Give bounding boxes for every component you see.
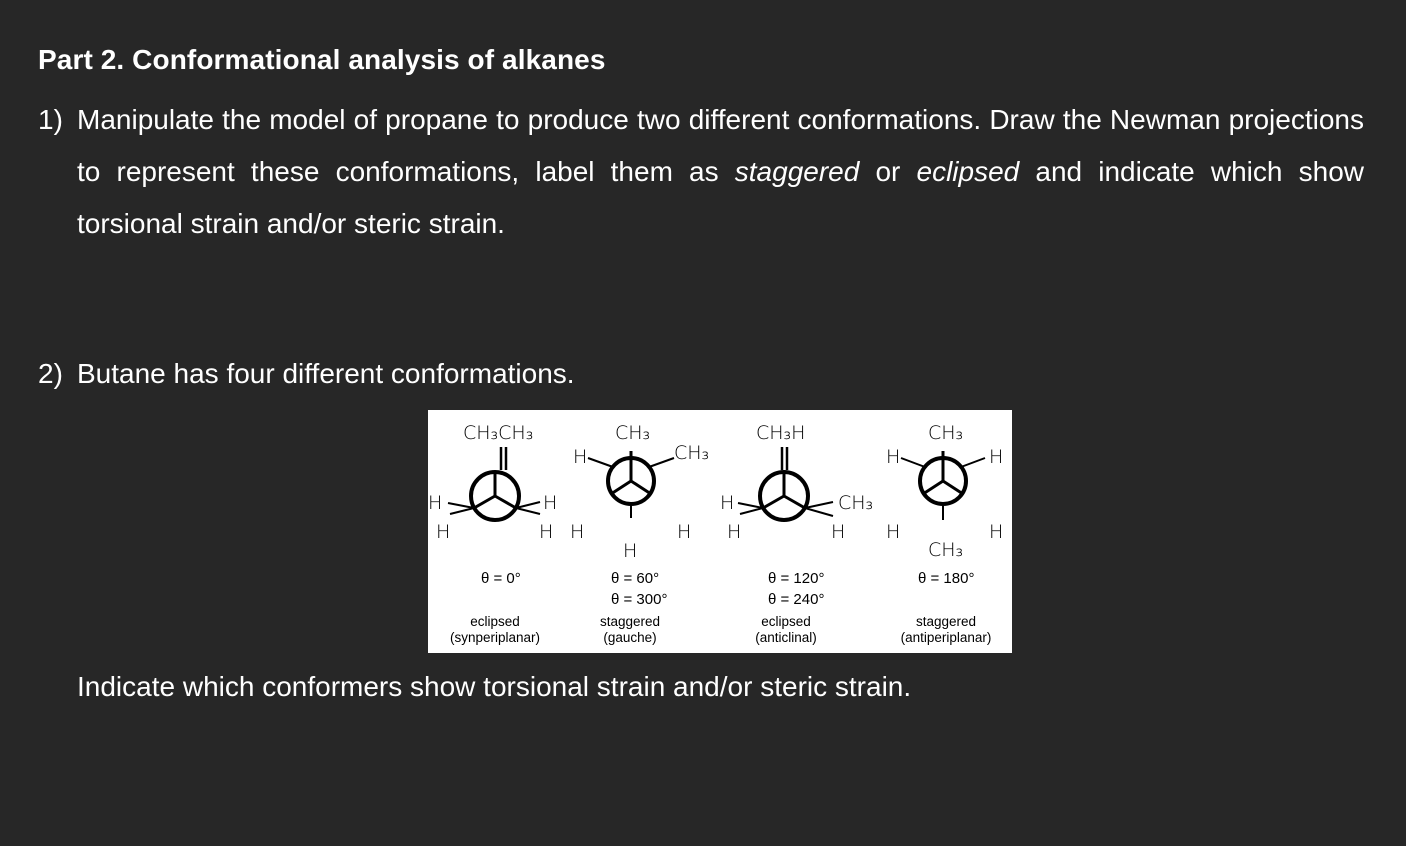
front-top-label: CH₃CH₃ — [463, 422, 534, 444]
butane-newman-projections-figure — [428, 410, 1012, 653]
conformer-gauche — [570, 422, 709, 645]
conformation-type: eclipsed — [761, 614, 811, 629]
rear-bond — [588, 458, 613, 467]
rear-bond — [740, 508, 763, 514]
front-bond — [631, 481, 651, 494]
section-heading: Part 2. Conformational analysis of alkanes — [38, 44, 606, 75]
dihedral-angle: θ = 300° — [611, 591, 668, 608]
question-1-text-part-b: or — [859, 156, 917, 187]
rear-bond — [448, 503, 474, 508]
term-staggered: staggered — [734, 156, 860, 187]
substituent-label: CH₃ — [838, 492, 874, 514]
front-bond — [611, 481, 631, 494]
substituent-label: H — [727, 521, 742, 543]
substituent-label: H — [436, 521, 451, 543]
front-bond — [923, 481, 943, 494]
conformation-name: (anticlinal) — [755, 630, 817, 645]
substituent-label: H — [623, 540, 638, 562]
front-bond — [784, 496, 805, 508]
dihedral-angle: θ = 240° — [768, 591, 825, 608]
rear-bond — [805, 502, 833, 508]
substituent-label: H — [720, 492, 735, 514]
conformation-name: (antiperiplanar) — [900, 630, 992, 645]
substituent-label: H — [989, 446, 1004, 468]
substituent-label: CH₃ — [928, 539, 964, 561]
rear-bond — [961, 458, 985, 467]
rear-bond — [805, 508, 833, 516]
dihedral-angle: θ = 120° — [768, 570, 825, 587]
substituent-label: H — [886, 446, 901, 468]
front-top-label: CH₃ — [928, 422, 964, 444]
rear-bond — [450, 508, 474, 514]
substituent-label: CH₃ — [674, 442, 710, 464]
front-bond — [474, 496, 495, 508]
conformation-name: (gauche) — [603, 630, 657, 645]
substituent-label: H — [570, 521, 585, 543]
front-bond — [943, 481, 963, 494]
conformation-type: staggered — [599, 614, 661, 629]
conformer-antiperiplanar — [886, 422, 1003, 645]
dihedral-angle: θ = 180° — [918, 570, 975, 587]
front-bond — [763, 496, 784, 508]
front-top-label: CH₃ — [615, 422, 651, 444]
question-1 — [38, 94, 1364, 250]
rear-bond — [901, 458, 925, 467]
conformer-anticlinal — [720, 422, 873, 645]
dihedral-angle: θ = 60° — [611, 570, 660, 587]
dihedral-angle: θ = 0° — [481, 570, 521, 587]
conformation-type: eclipsed — [470, 614, 520, 629]
rear-bond — [649, 458, 674, 467]
substituent-label: H — [428, 492, 443, 514]
substituent-label: H — [573, 446, 588, 468]
substituent-label: H — [677, 521, 692, 543]
front-top-label: CH₃H — [756, 422, 806, 444]
conformation-type: staggered — [915, 614, 977, 629]
instruction-text: Indicate which conformers show torsional strain and/or steric strain. — [77, 671, 912, 702]
rear-bond — [516, 508, 540, 514]
question-2-number: 2) — [38, 358, 63, 389]
substituent-label: H — [543, 492, 558, 514]
question-2 — [38, 358, 575, 390]
substituent-label: H — [989, 521, 1004, 543]
front-bond — [495, 496, 516, 508]
substituent-label: H — [831, 521, 846, 543]
newman-projections-svg — [428, 410, 1012, 653]
conformation-name: (synperiplanar) — [449, 630, 541, 645]
question-1-text-part-a: Manipulate the model of propane to produce two different conformations. Draw the Newman projections to represent these conformations, label them as — [77, 104, 1364, 187]
substituent-label: H — [539, 521, 554, 543]
question-1-text-part-c: and indicate which show torsional strain and/or steric strain. — [77, 156, 1364, 239]
substituent-label: H — [886, 521, 901, 543]
term-eclipsed: eclipsed — [916, 156, 1020, 187]
question-1-number: 1) — [38, 104, 63, 135]
conformer-synperiplanar — [428, 422, 557, 645]
question-2-text: Butane has four different conformations. — [77, 358, 575, 389]
question-1-text — [77, 94, 1364, 250]
